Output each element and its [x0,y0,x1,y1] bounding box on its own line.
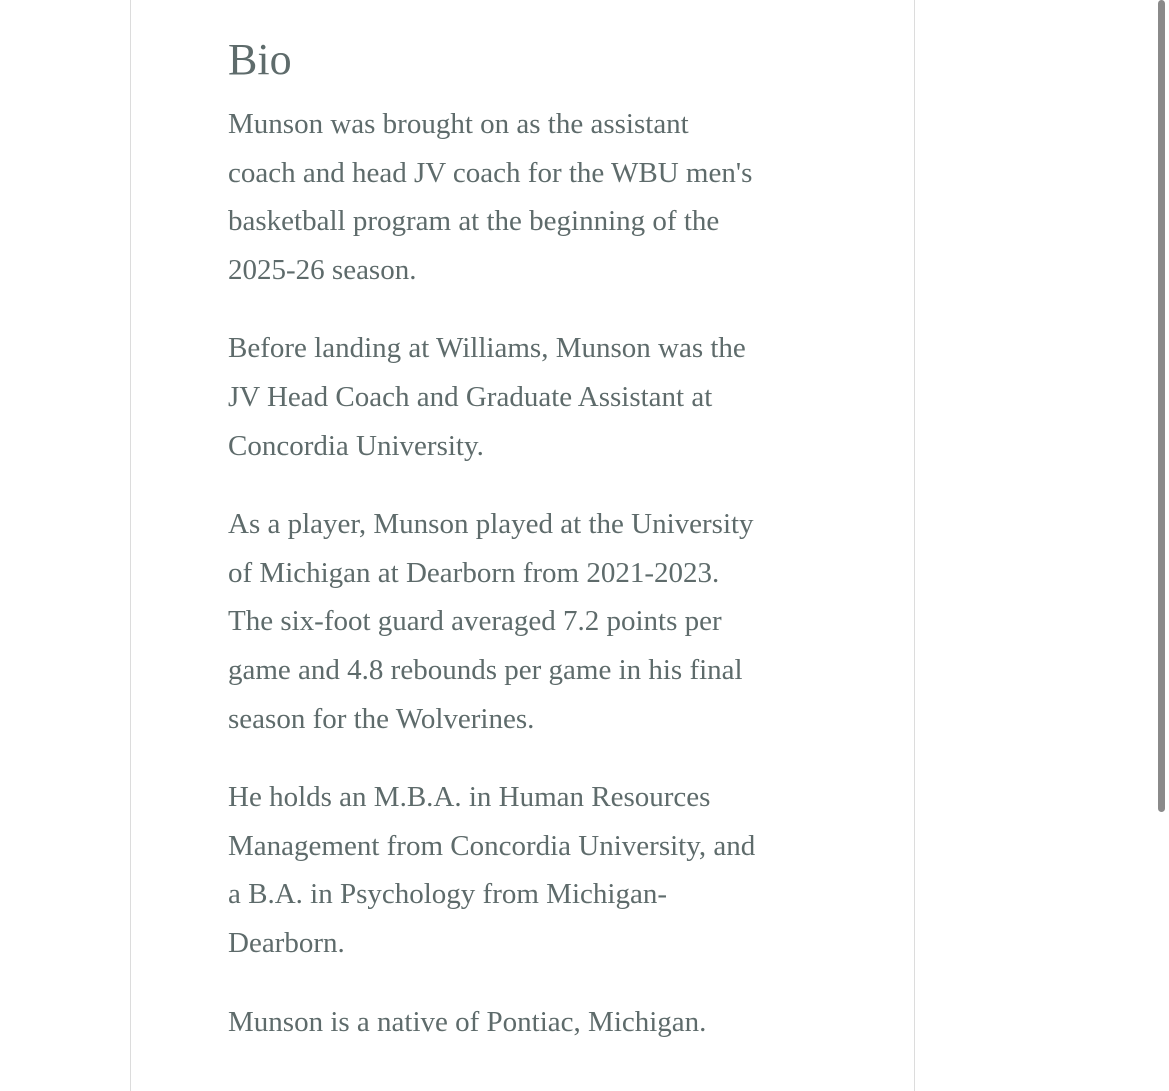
bio-section [228,30,828,1076]
scrollbar-thumb[interactable] [1158,0,1165,812]
bio-paragraph-hometown: Munson is a native of Pontiac, Michigan. [228,1005,707,1038]
content-panel [130,0,915,1091]
scrollbar-track[interactable] [1153,0,1169,1091]
bio-paragraph-education: He holds an M.B.A. in Human Resources Management from Concordia University, and a B.A. in Psychology from Michigan- Dearborn. [228,781,756,959]
bio-paragraph-previous-role: Before landing at Williams, Munson was the JV Head Coach and Graduate Assistant at Concordia University. [228,332,746,462]
bio-heading: Bio [228,35,292,84]
bio-paragraph-playing-career: As a player, Munson played at the University of Michigan at Dearborn from 2021-2023. The six-foot guard averaged 7.2 points per game and 4.8 rebounds per game in his final season for the Wolverines. [228,508,754,735]
bio-paragraph-intro: Munson was brought on as the assistant coach and head JV coach for the WBU men's basketball program at the beginning of the 2025-26 season. [228,108,753,286]
